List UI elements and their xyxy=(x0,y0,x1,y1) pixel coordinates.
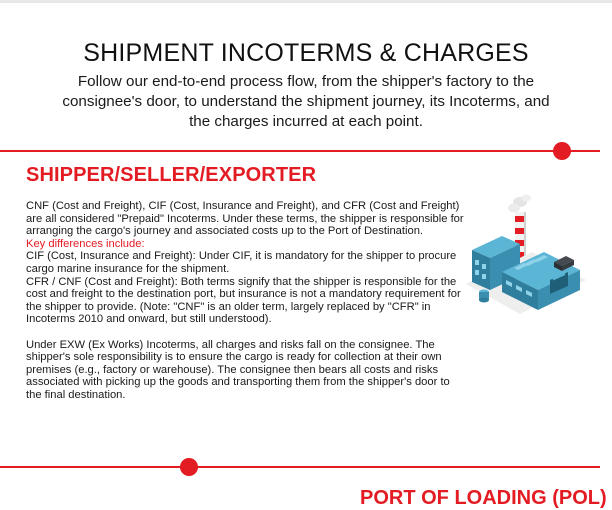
section-heading: SHIPPER/SELLER/EXPORTER xyxy=(26,164,317,186)
page-subtitle: Follow our end-to-end process flow, from the shipper's factory to the consignee's door, to understand the shipment journey, its Incoterms, and the charges incurred at each point. xyxy=(62,73,550,130)
exw-paragraph: Under EXW (Ex Works) Incoterms, all charges and risks fall on the consignee. The shipper's sole responsibility is to ensure the cargo is ready for collection at their own premises (e.g., factory or warehouse). The consignee then bears all costs and risks associated with picking up the goods and transporting them from the shipper's door to the final destination. xyxy=(26,338,450,401)
next-section-heading: PORT OF LOADING (POL) xyxy=(360,487,607,509)
cfr-point: CFR / CNF (Cost and Freight): Both terms signify that the shipper is responsible for the cost and freight to the destination port, but insurance is not a mandatory requirement for the shipper to provide. (Note: "CNF" is an older term, largely replaced by "CFR" in Incoterms 2010 and onward, but still understood). xyxy=(26,275,461,326)
top-border xyxy=(0,0,612,3)
page-title: SHIPMENT INCOTERMS & CHARGES xyxy=(83,39,529,67)
section-divider-top xyxy=(0,150,600,152)
timeline-dot xyxy=(180,458,198,476)
section-divider-bottom xyxy=(0,466,600,468)
spacer xyxy=(26,326,466,339)
key-differences-label: Key differences include: xyxy=(26,237,145,250)
timeline-dot xyxy=(553,142,571,160)
factory-icon xyxy=(462,192,590,327)
section-body xyxy=(26,200,466,402)
cif-point: CIF (Cost, Insurance and Freight): Under CIF, it is mandatory for the shipper to procure cargo marine insurance for the shipment. xyxy=(26,250,457,275)
page-header xyxy=(0,38,612,132)
prepaid-paragraph: CNF (Cost and Freight), CIF (Cost, Insurance and Freight), and CFR (Cost and Freight) are all considered "Prepaid" Incoterms. Under these terms, the shipper is responsible for arranging the cargo's journey and associated costs up to the Port of Destination. xyxy=(26,200,464,238)
